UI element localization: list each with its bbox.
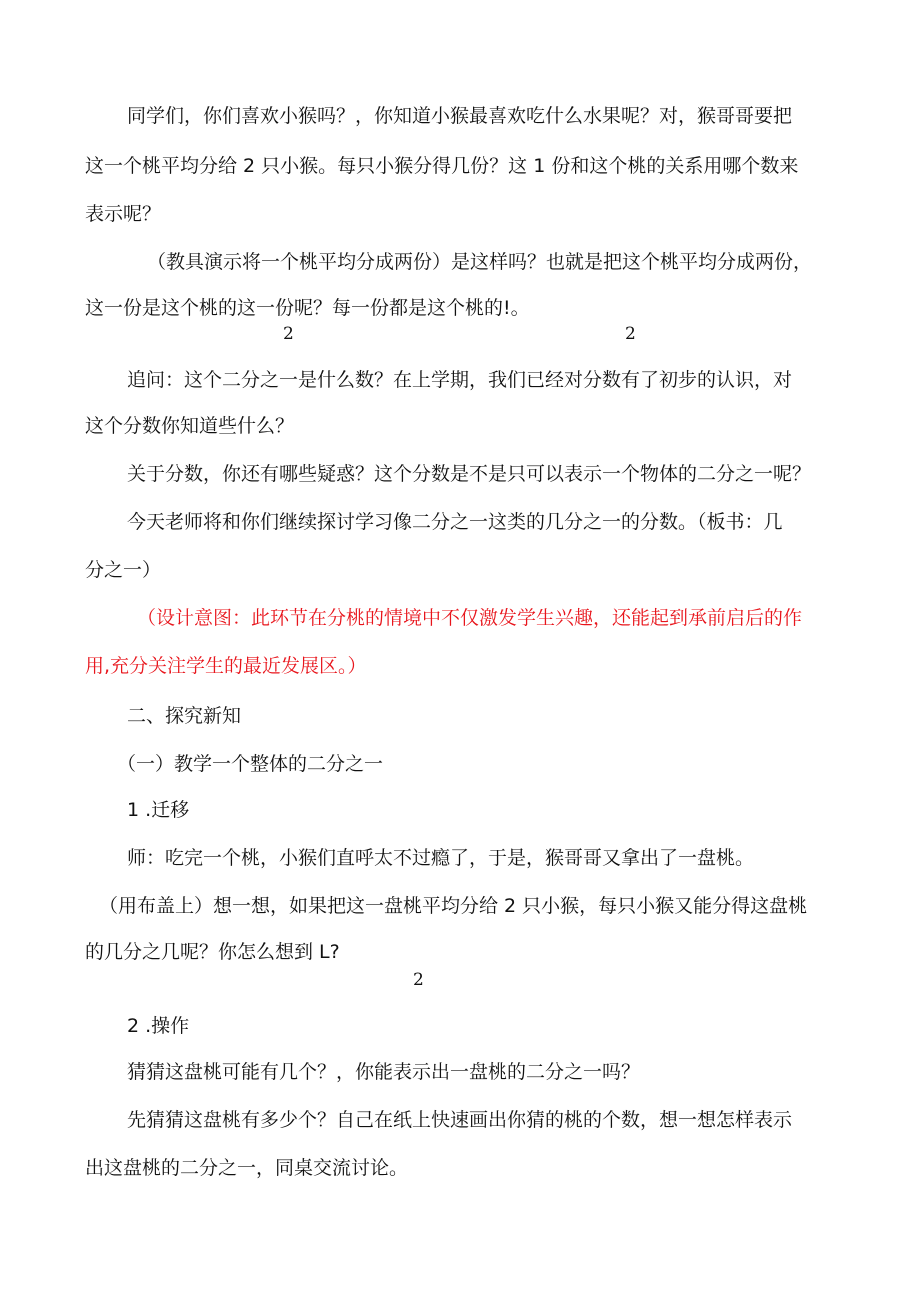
fraction-denominator: 2: [625, 324, 636, 344]
paragraph-guess-line-1: 猜猜这盘桃可能有几个？，你能表示出一盘桃的二分之一吗？: [127, 1061, 641, 1083]
design-intent-line-2: 用,充分关注学生的最近发展区。）: [85, 655, 367, 677]
paragraph-intro-line-3: 表示呢？: [85, 203, 162, 225]
section-heading: 二、探究新知: [127, 705, 242, 727]
paragraph-intro-line-1: 同学们，你们喜欢小猴吗？，你知道小猴最喜欢吃什么水果呢？对，猴哥哥要把: [127, 105, 793, 127]
list-item-migration: 1 .迁移: [127, 799, 190, 821]
paragraph-question-line-1: 追问：这个二分之一是什么数？在上学期，我们已经对分数有了初步的认识，对: [127, 369, 793, 391]
design-intent-line-1: （设计意图：此环节在分桃的情境中不仅激发学生兴趣，还能起到承前启后的作: [137, 607, 803, 629]
paragraph-intro-line-2: 这一个桃平均分给 2 只小猴。每只小猴分得几份？这 1 份和这个桃的关系用哪个数来: [85, 155, 799, 177]
paragraph-doubts-line-1: 关于分数，你还有哪些疑惑？这个分数是不是只可以表示一个物体的二分之一呢？: [127, 463, 812, 485]
paragraph-demo-line-1: （教具演示将一个桃平均分成两份）是这样吗？也就是把这个桃平均分成两份，: [147, 251, 813, 273]
paragraph-today-line-2: 分之一）: [85, 559, 162, 581]
paragraph-think-line-2: 的几分之几呢？你怎么想到 L?: [85, 941, 340, 963]
paragraph-demo-line-2: 这一份是这个桃的这一份呢？每一份都是这个桃的!。: [85, 297, 530, 319]
fraction-denominator: 2: [283, 324, 294, 344]
paragraph-draw-line-1: 先猜猜这盘桃有多少个？自己在纸上快速画出你猜的桃的个数，想一想怎样表示: [127, 1109, 793, 1131]
paragraph-today-line-1: 今天老师将和你们继续探讨学习像二分之一这类的几分之一的分数。（板书：几: [127, 511, 783, 533]
subsection-heading: （一）教学一个整体的二分之一: [117, 753, 384, 775]
fraction-denominator: 2: [413, 970, 424, 990]
paragraph-think-line-1: （用布盖上）想一想，如果把这一盘桃平均分给 2 只小猴，每只小猴又能分得这盘桃: [99, 895, 808, 917]
list-item-operation: 2 .操作: [127, 1015, 190, 1037]
paragraph-question-line-2: 这个分数你知道些什么？: [85, 415, 295, 437]
paragraph-teacher-line-1: 师：吃完一个桃，小猴们直呼太不过瘾了，于是，猴哥哥又拿出了一盘桃。: [127, 847, 755, 869]
paragraph-draw-line-2: 出这盘桃的二分之一，同桌交流讨论。: [85, 1157, 409, 1179]
